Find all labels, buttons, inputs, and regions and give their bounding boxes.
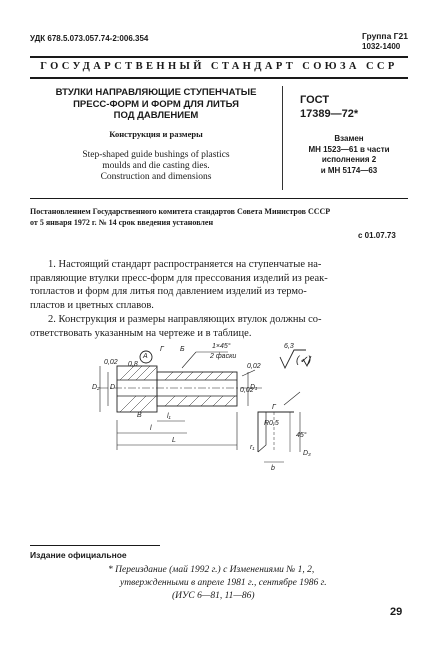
chamfer-size: 1×45° xyxy=(212,343,231,350)
reprint-line-2: утвержденными в апреле 1981 г., сентябре 1986 г. xyxy=(120,578,327,588)
label-a: А xyxy=(143,353,148,360)
label-v: В xyxy=(137,412,142,419)
detail-d3-label: D₃ xyxy=(303,450,311,457)
replaces-line-1: Взамен xyxy=(334,134,364,143)
reprint-line-3: (ИУС 6—81, 11—86) xyxy=(172,591,255,601)
p1-line-2: правляющие втулки пресс-форм для прессования изделий из реак- xyxy=(30,272,328,284)
tolerance-3: 0,02 xyxy=(240,387,254,394)
dim-d-label: D xyxy=(110,384,116,391)
replaces-line-3: исполнения 2 xyxy=(321,155,377,164)
p1-line-1: 1. Настоящий стандарт распространяется на ступенчатые на- xyxy=(48,259,322,270)
replaces-line-4: и МН 5174—63 xyxy=(320,165,378,175)
roughness-value: 6,3 xyxy=(284,343,294,350)
gost-number: 17389—72* xyxy=(300,108,359,120)
reprint-note xyxy=(108,564,327,603)
title-ru-line-2: ПРЕСС-ФОРМ И ФОРМ ДЛЯ ЛИТЬЯ xyxy=(73,98,239,110)
subtitle-ru: Конструкция и размеры xyxy=(109,129,203,139)
title-ru-line-3: ПОД ДАВЛЕНИЕМ xyxy=(113,110,199,121)
p1-line-4: пластов и цветных сплавов. xyxy=(30,299,154,311)
chamfer-count: 2 фаски xyxy=(210,353,237,360)
standard-banner: ГОСУДАРСТВЕННЫЙ СТАНДАРТ СОЮЗА ССР xyxy=(40,61,398,72)
dim-L-label: L xyxy=(172,437,176,444)
hatching xyxy=(120,366,235,412)
detail-r1-label: r₁ xyxy=(250,444,255,451)
roughness-side: 0,8 xyxy=(128,361,138,368)
roughness-check: (✓) xyxy=(296,355,312,366)
reprint-line-1: * Переиздание (май 1992 г.) с Изменениями № 1, 2, xyxy=(108,565,315,575)
official-edition: Издание официальное xyxy=(30,550,127,560)
footer-rule xyxy=(30,545,160,546)
detail-angle: 45° xyxy=(296,432,307,439)
detail-g-title: Г xyxy=(272,404,276,411)
p2-line-2: ответствовать указанным на чертеже и в таблице. xyxy=(30,327,252,339)
group-code: Группа Г21 xyxy=(362,31,408,41)
detail-b-label: b xyxy=(271,465,275,472)
p1-line-3: топластов и форм для литья под давлением изделий из термо- xyxy=(30,286,307,298)
page-number: 29 xyxy=(390,606,403,618)
title-en-line-2: moulds and die casting dies. xyxy=(102,161,210,171)
gost-label: ГОСТ xyxy=(300,94,330,106)
dim-l1-label: l₁ xyxy=(167,413,171,420)
title-ru-line-1: ВТУЛКИ НАПРАВЛЯЮЩИЕ СТУПЕНЧАТЫЕ xyxy=(55,87,257,98)
label-g: Г xyxy=(160,346,164,353)
detail-radius: R0,5 xyxy=(264,420,279,427)
bushing-body xyxy=(157,372,237,406)
udk-code: УДК 678.5.073.057.74-2:006.354 xyxy=(30,34,149,43)
title-en-line-3: Construction and dimensions xyxy=(100,172,212,182)
dim-d1-label: D₁ xyxy=(250,384,258,391)
title-en-line-1: Step-shaped guide bushings of plastics xyxy=(82,150,230,160)
p2-line-1: 2. Конструкция и размеры направляющих втулок должны со- xyxy=(48,314,322,325)
tolerance-2: 0,02 xyxy=(247,363,261,370)
detail-g-profile xyxy=(258,412,294,452)
replaces-line-2: МН 1523—61 в части xyxy=(308,144,390,154)
classification-code: 1032-1400 xyxy=(362,42,401,51)
dim-d2-label: D₂ xyxy=(92,384,100,391)
tolerance-1: 0,02 xyxy=(104,359,118,366)
decree-line-2: от 5 января 1972 г. № 14 срок введения установлен xyxy=(30,218,214,227)
dim-l-label: l xyxy=(150,425,152,432)
decree-date: с 01.07.73 xyxy=(358,231,396,240)
decree-line-1: Постановлением Государственного комитета стандартов Совета Министров СССР xyxy=(30,207,331,216)
label-b: Б xyxy=(180,346,185,353)
